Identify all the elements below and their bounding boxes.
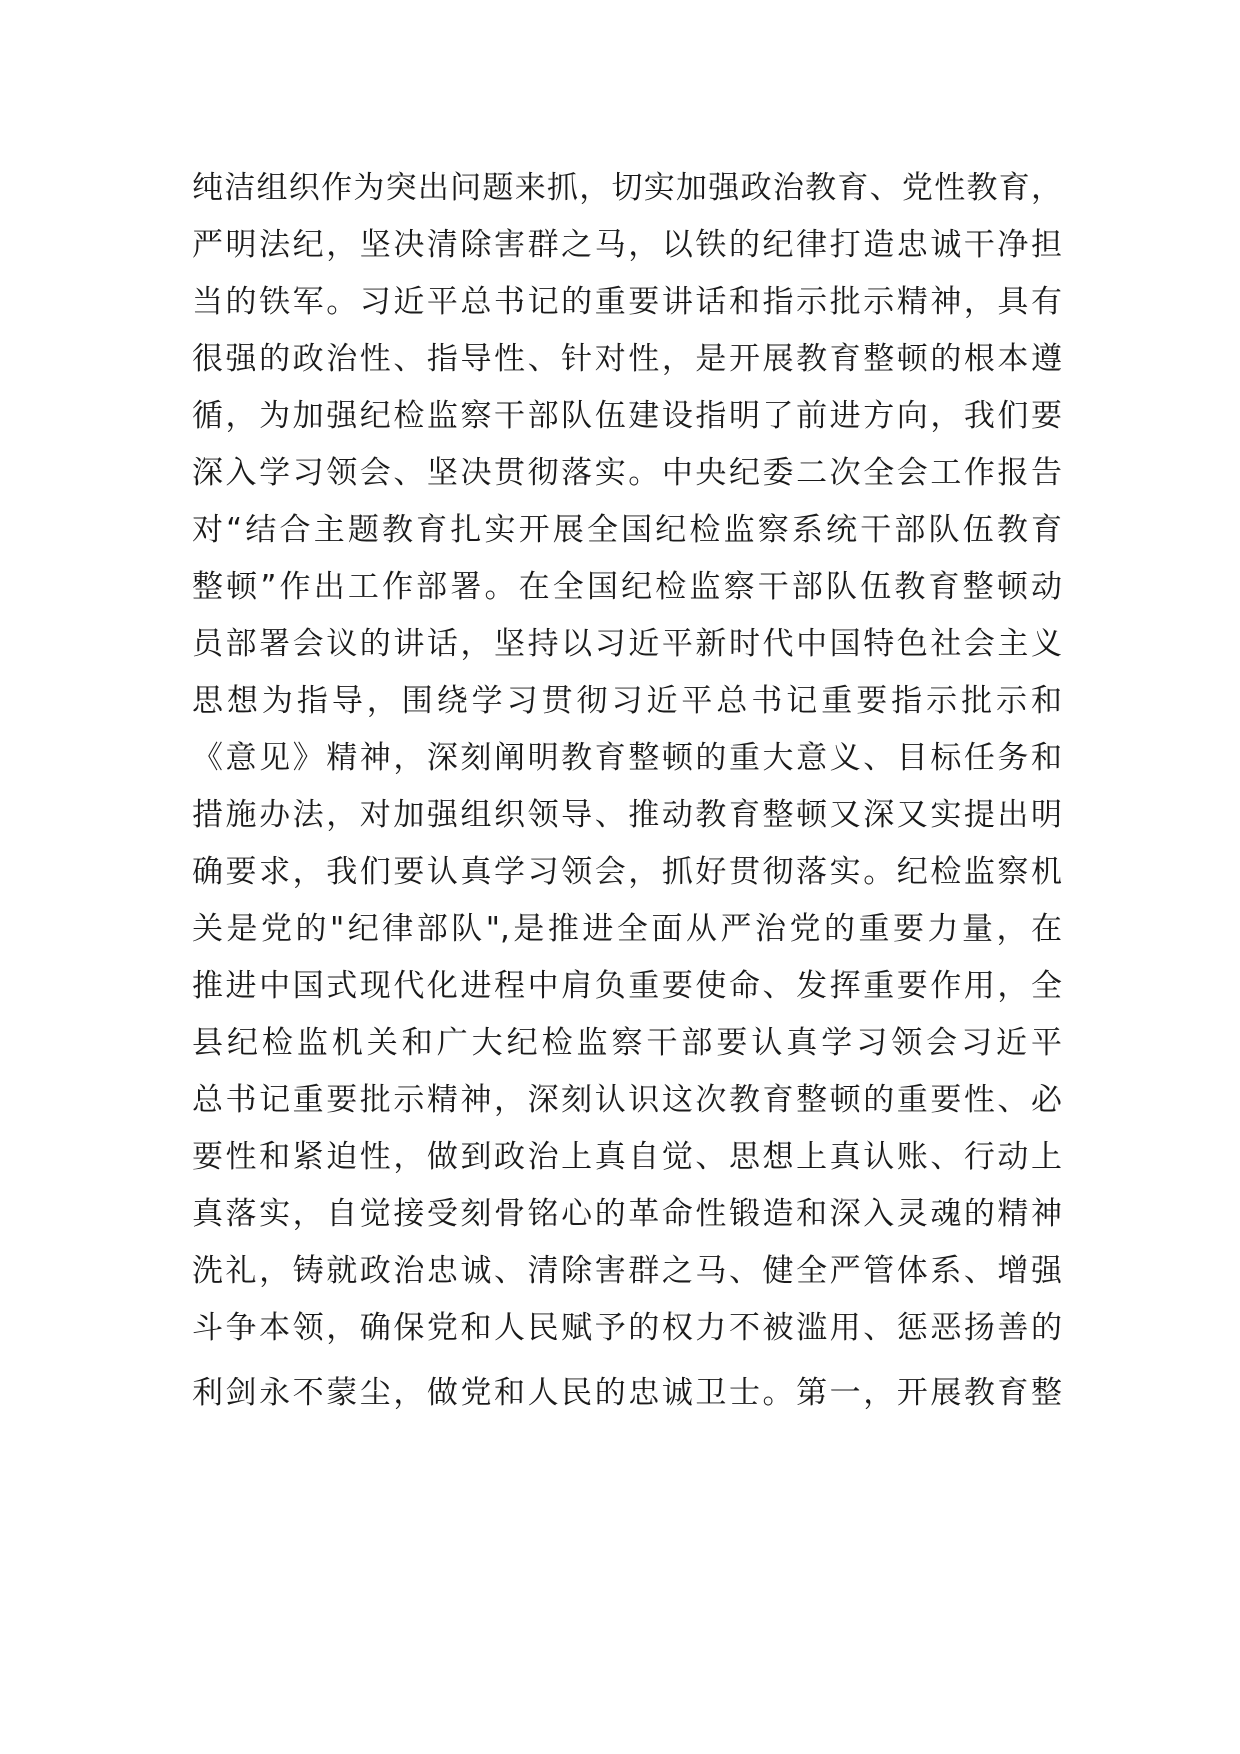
text-line: 纯洁组织作为突出问题来抓，切实加强政治教育、党性教育，	[192, 170, 1062, 206]
text-line: 《意见》精神，深刻阐明教育整顿的重大意义、目标任务和	[192, 740, 1062, 776]
text-line: 对“结合主题教育扎实开展全国纪检监察系统干部队伍教育	[192, 512, 1062, 548]
text-line: 确要求，我们要认真学习领会，抓好贯彻落实。纪检监察机	[192, 854, 1062, 890]
text-line: 严明法纪，坚决清除害群之马，以铁的纪律打造忠诚干净担	[192, 227, 1062, 263]
text-line: 县纪检监机关和广大纪检监察干部要认真学习领会习近平	[192, 1025, 1062, 1061]
text-line: 措施办法，对加强组织领导、推动教育整顿又深又实提出明	[192, 797, 1062, 833]
text-line: 深入学习领会、坚决贯彻落实。中央纪委二次全会工作报告	[192, 455, 1062, 491]
text-line: 员部署会议的讲话，坚持以习近平新时代中国特色社会主义	[192, 626, 1062, 662]
text-line: 斗争本领，确保党和人民赋予的权力不被滥用、惩恶扬善的	[192, 1310, 1062, 1346]
text-line: 总书记重要批示精神，深刻认识这次教育整顿的重要性、必	[192, 1082, 1062, 1118]
text-line: 真落实，自觉接受刻骨铭心的革命性锻造和深入灵魂的精神	[192, 1196, 1062, 1232]
text-line: 当的铁军。习近平总书记的重要讲话和指示批示精神，具有	[192, 284, 1062, 320]
text-line: 思想为指导，围绕学习贯彻习近平总书记重要指示批示和	[192, 683, 1062, 719]
text-line: 很强的政治性、指导性、针对性，是开展教育整顿的根本遵	[192, 341, 1062, 377]
text-line: 关是党的"纪律部队",是推进全面从严治党的重要力量，在	[192, 911, 1062, 947]
text-line: 整顿”作出工作部署。在全国纪检监察干部队伍教育整顿动	[192, 569, 1062, 605]
body-paragraph	[192, 160, 1062, 1422]
text-line: 循，为加强纪检监察干部队伍建设指明了前进方向，我们要	[192, 398, 1062, 434]
text-line: 推进中国式现代化进程中肩负重要使命、发挥重要作用，全	[192, 968, 1062, 1004]
text-line: 要性和紧迫性，做到政治上真自觉、思想上真认账、行动上	[192, 1139, 1062, 1175]
text-line: 洗礼，铸就政治忠诚、清除害群之马、健全严管体系、增强	[192, 1253, 1062, 1289]
text-line: 利剑永不蒙尘，做党和人民的忠诚卫士。第一，开展教育整	[192, 1375, 1062, 1411]
